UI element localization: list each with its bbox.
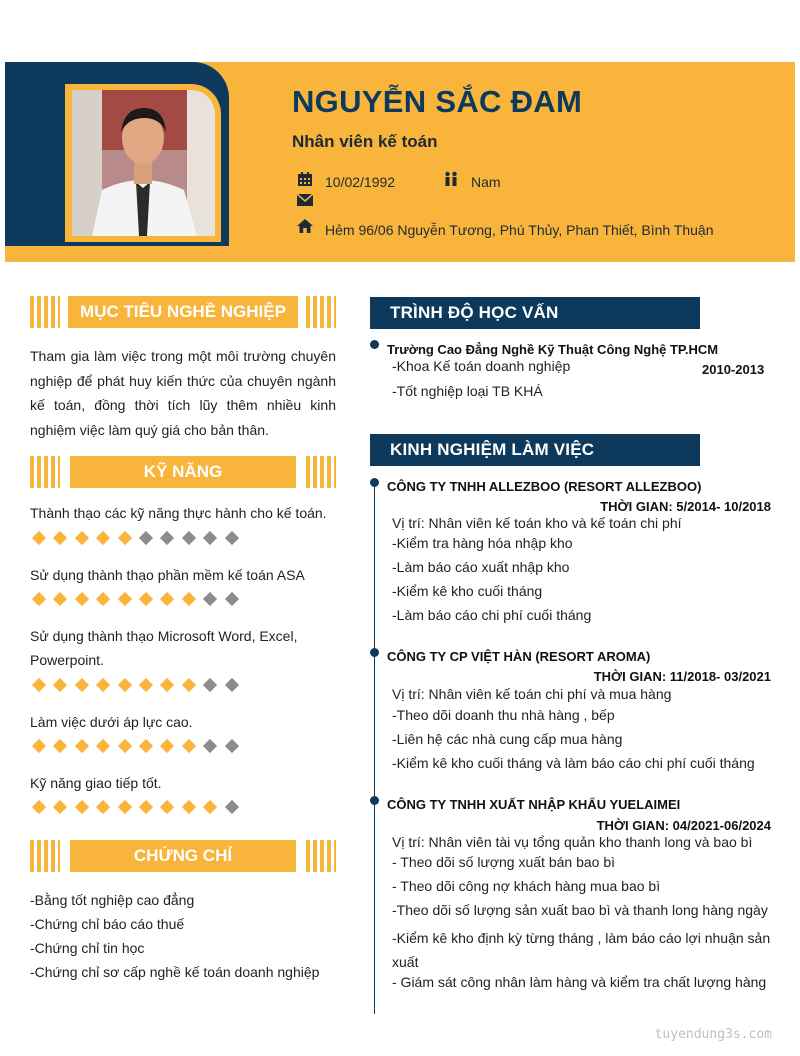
skill-diamond-filled: [139, 739, 153, 753]
skill-diamond-filled: [32, 531, 46, 545]
job-task: -Liên hệ các nhà cung cấp mua hàng: [392, 731, 623, 747]
timeline-dot: [370, 648, 379, 657]
skill-diamond-filled: [118, 800, 132, 814]
job-task: -Theo dõi số lượng sản xuất bao bì và thanh long hàng ngày: [392, 902, 768, 918]
skill-diamond-filled: [75, 592, 89, 606]
skill-diamond-filled: [160, 800, 174, 814]
skills-header: [30, 456, 336, 488]
skill-diamond-empty: [225, 800, 239, 814]
job-role: Vị trí: Nhân viên tài vụ tổng quản kho thanh long và bao bì: [392, 834, 753, 850]
job-task: -Kiểm kê kho cuối tháng: [392, 583, 543, 599]
education-title: TRÌNH ĐỘ HỌC VẤN: [390, 303, 559, 322]
skills-title: KỸ NĂNG: [70, 456, 296, 488]
edu-detail: -Tốt nghiệp loại TB KHÁ: [392, 383, 543, 399]
skill-diamond-empty: [139, 531, 153, 545]
avatar: [72, 90, 215, 236]
skill-diamond-filled: [75, 800, 89, 814]
skill-diamond-empty: [203, 531, 217, 545]
job-title: Nhân viên kế toán: [292, 132, 438, 151]
job-role: Vị trí: Nhân viên kế toán kho và kế toán chi phí: [392, 515, 682, 531]
skill-diamond-filled: [32, 800, 46, 814]
skill-diamond-filled: [96, 531, 110, 545]
skill-diamond-filled: [53, 800, 67, 814]
skill-diamond-empty: [225, 678, 239, 692]
job-task: -Làm báo cáo chi phí cuối tháng: [392, 607, 592, 623]
job-period: THỜI GIAN: 11/2018- 03/2021: [593, 669, 771, 684]
skill-diamond-filled: [182, 739, 196, 753]
mail-icon: [297, 193, 313, 205]
cert-item: -Chứng chỉ sơ cấp nghề kế toán doanh nghiệp: [30, 964, 320, 980]
job-task: - Giám sát công nhân làm hàng và kiểm tra chất lượng hàng: [392, 974, 767, 990]
skill-diamond-filled: [139, 678, 153, 692]
timeline-dot: [370, 796, 379, 805]
job-task: -Kiểm kê kho định kỳ từng tháng , làm báo cáo lợi nhuận sản xuất: [392, 930, 771, 970]
timeline-dot: [370, 478, 379, 487]
skill-diamond-filled: [96, 739, 110, 753]
footer-watermark: tuyendung3s.com: [654, 1027, 772, 1042]
skill-label: Sử dụng thành thạo Microsoft Word, Excel, Powerpoint.: [30, 628, 298, 668]
timeline-line: [374, 486, 375, 1014]
skill-diamond-filled: [75, 739, 89, 753]
school-name: Trường Cao Đẳng Nghề Kỹ Thuật Công Nghệ TP.HCM: [387, 342, 719, 357]
skill-diamond-filled: [32, 739, 46, 753]
skill-label: Sử dụng thành thạo phần mềm kế toán ASA: [30, 567, 305, 583]
skill-diamond-filled: [32, 592, 46, 606]
job-task: - Theo dõi số lượng xuất bán bao bì: [392, 854, 615, 870]
skill-diamond-filled: [53, 678, 67, 692]
skill-diamond-filled: [75, 678, 89, 692]
skill-diamond-empty: [225, 739, 239, 753]
edu-period: 2010-2013: [702, 362, 765, 377]
edu-detail: -Khoa Kế toán doanh nghiệp: [392, 358, 571, 374]
skill-diamond-empty: [203, 678, 217, 692]
experience-header: [370, 434, 700, 466]
objective-text: Tham gia làm việc trong một môi trường chuyên nghiệp để phát huy kiến thức của chuyên ngành kế toán, đồng thời tích lũy thêm nhiều kinh nghiệm việc làm quý giá cho bản thân.: [30, 348, 336, 438]
objective-title: MỤC TIÊU NGHỀ NGHIỆP: [68, 296, 298, 328]
skill-diamond-filled: [118, 531, 132, 545]
skill-label: Thành thạo các kỹ năng thực hành cho kế toán.: [30, 505, 327, 521]
skill-label: Làm việc dưới áp lực cao.: [30, 714, 193, 730]
cert-item: -Chứng chỉ tin học: [30, 940, 145, 956]
skill-diamond-filled: [139, 800, 153, 814]
company-name: CÔNG TY CP VIỆT HÀN (RESORT AROMA): [387, 649, 651, 664]
job-role: Vị trí: Nhân viên kế toán chi phí và mua hàng: [392, 686, 672, 702]
birth-date: 10/02/1992: [325, 174, 396, 190]
certs-header: [30, 840, 336, 872]
company-name: CÔNG TY TNHH XUẤT NHẬP KHẨU YUELAIMEI: [387, 797, 681, 812]
address: Hẻm 96/06 Nguyễn Tương, Phú Thủy, Phan Thiết, Bình Thuận: [325, 222, 714, 238]
skill-diamond-filled: [53, 739, 67, 753]
skill-diamond-filled: [182, 678, 196, 692]
skill-diamond-filled: [203, 800, 217, 814]
job-period: THỜI GIAN: 5/2014- 10/2018: [600, 499, 771, 514]
skill-diamond-empty: [225, 592, 239, 606]
skill-diamond-empty: [182, 531, 196, 545]
skill-diamond-empty: [225, 531, 239, 545]
home-icon: [297, 218, 313, 234]
skill-diamond-filled: [96, 592, 110, 606]
skill-label: Kỹ năng giao tiếp tốt.: [30, 775, 162, 791]
skill-diamond-filled: [182, 800, 196, 814]
skill-diamond-filled: [182, 592, 196, 606]
people-icon: [443, 171, 459, 187]
skill-diamond-empty: [203, 739, 217, 753]
calendar-icon: [297, 171, 313, 187]
skill-diamond-empty: [160, 531, 174, 545]
skill-diamond-filled: [75, 531, 89, 545]
objective-header: [30, 296, 336, 328]
education-header: [370, 297, 700, 329]
company-name: CÔNG TY TNHH ALLEZBOO (RESORT ALLEZBOO): [387, 479, 702, 494]
cert-item: -Bằng tốt nghiệp cao đẳng: [30, 892, 195, 908]
skill-diamond-filled: [160, 678, 174, 692]
certs-title: CHỨNG CHỈ: [70, 840, 296, 872]
job-task: -Kiểm tra hàng hóa nhập kho: [392, 535, 573, 551]
skill-diamond-filled: [139, 592, 153, 606]
skill-diamond-filled: [53, 531, 67, 545]
candidate-name: NGUYỄN SẮC ĐAM: [292, 84, 583, 119]
experience-title: KINH NGHIỆM LÀM VIỆC: [390, 440, 595, 459]
skill-diamond-filled: [160, 592, 174, 606]
job-task: -Kiểm kê kho cuối tháng và làm báo cáo chi phí cuối tháng: [392, 755, 755, 771]
skill-diamond-filled: [32, 678, 46, 692]
job-task: -Làm báo cáo xuất nhập kho: [392, 559, 570, 575]
job-task: -Theo dõi doanh thu nhà hàng , bếp: [392, 707, 615, 723]
skill-diamond-filled: [96, 800, 110, 814]
gender: Nam: [471, 174, 501, 190]
skill-diamond-filled: [96, 678, 110, 692]
skill-diamond-filled: [118, 678, 132, 692]
job-period: THỜI GIAN: 04/2021-06/2024: [596, 818, 771, 833]
skill-diamond-filled: [53, 592, 67, 606]
job-task: - Theo dõi công nợ khách hàng mua bao bì: [392, 878, 661, 894]
skill-diamond-filled: [160, 739, 174, 753]
cert-item: -Chứng chỉ báo cáo thuế: [30, 916, 185, 932]
timeline-dot: [370, 340, 379, 349]
skill-diamond-filled: [118, 592, 132, 606]
skill-diamond-filled: [118, 739, 132, 753]
skill-diamond-empty: [203, 592, 217, 606]
